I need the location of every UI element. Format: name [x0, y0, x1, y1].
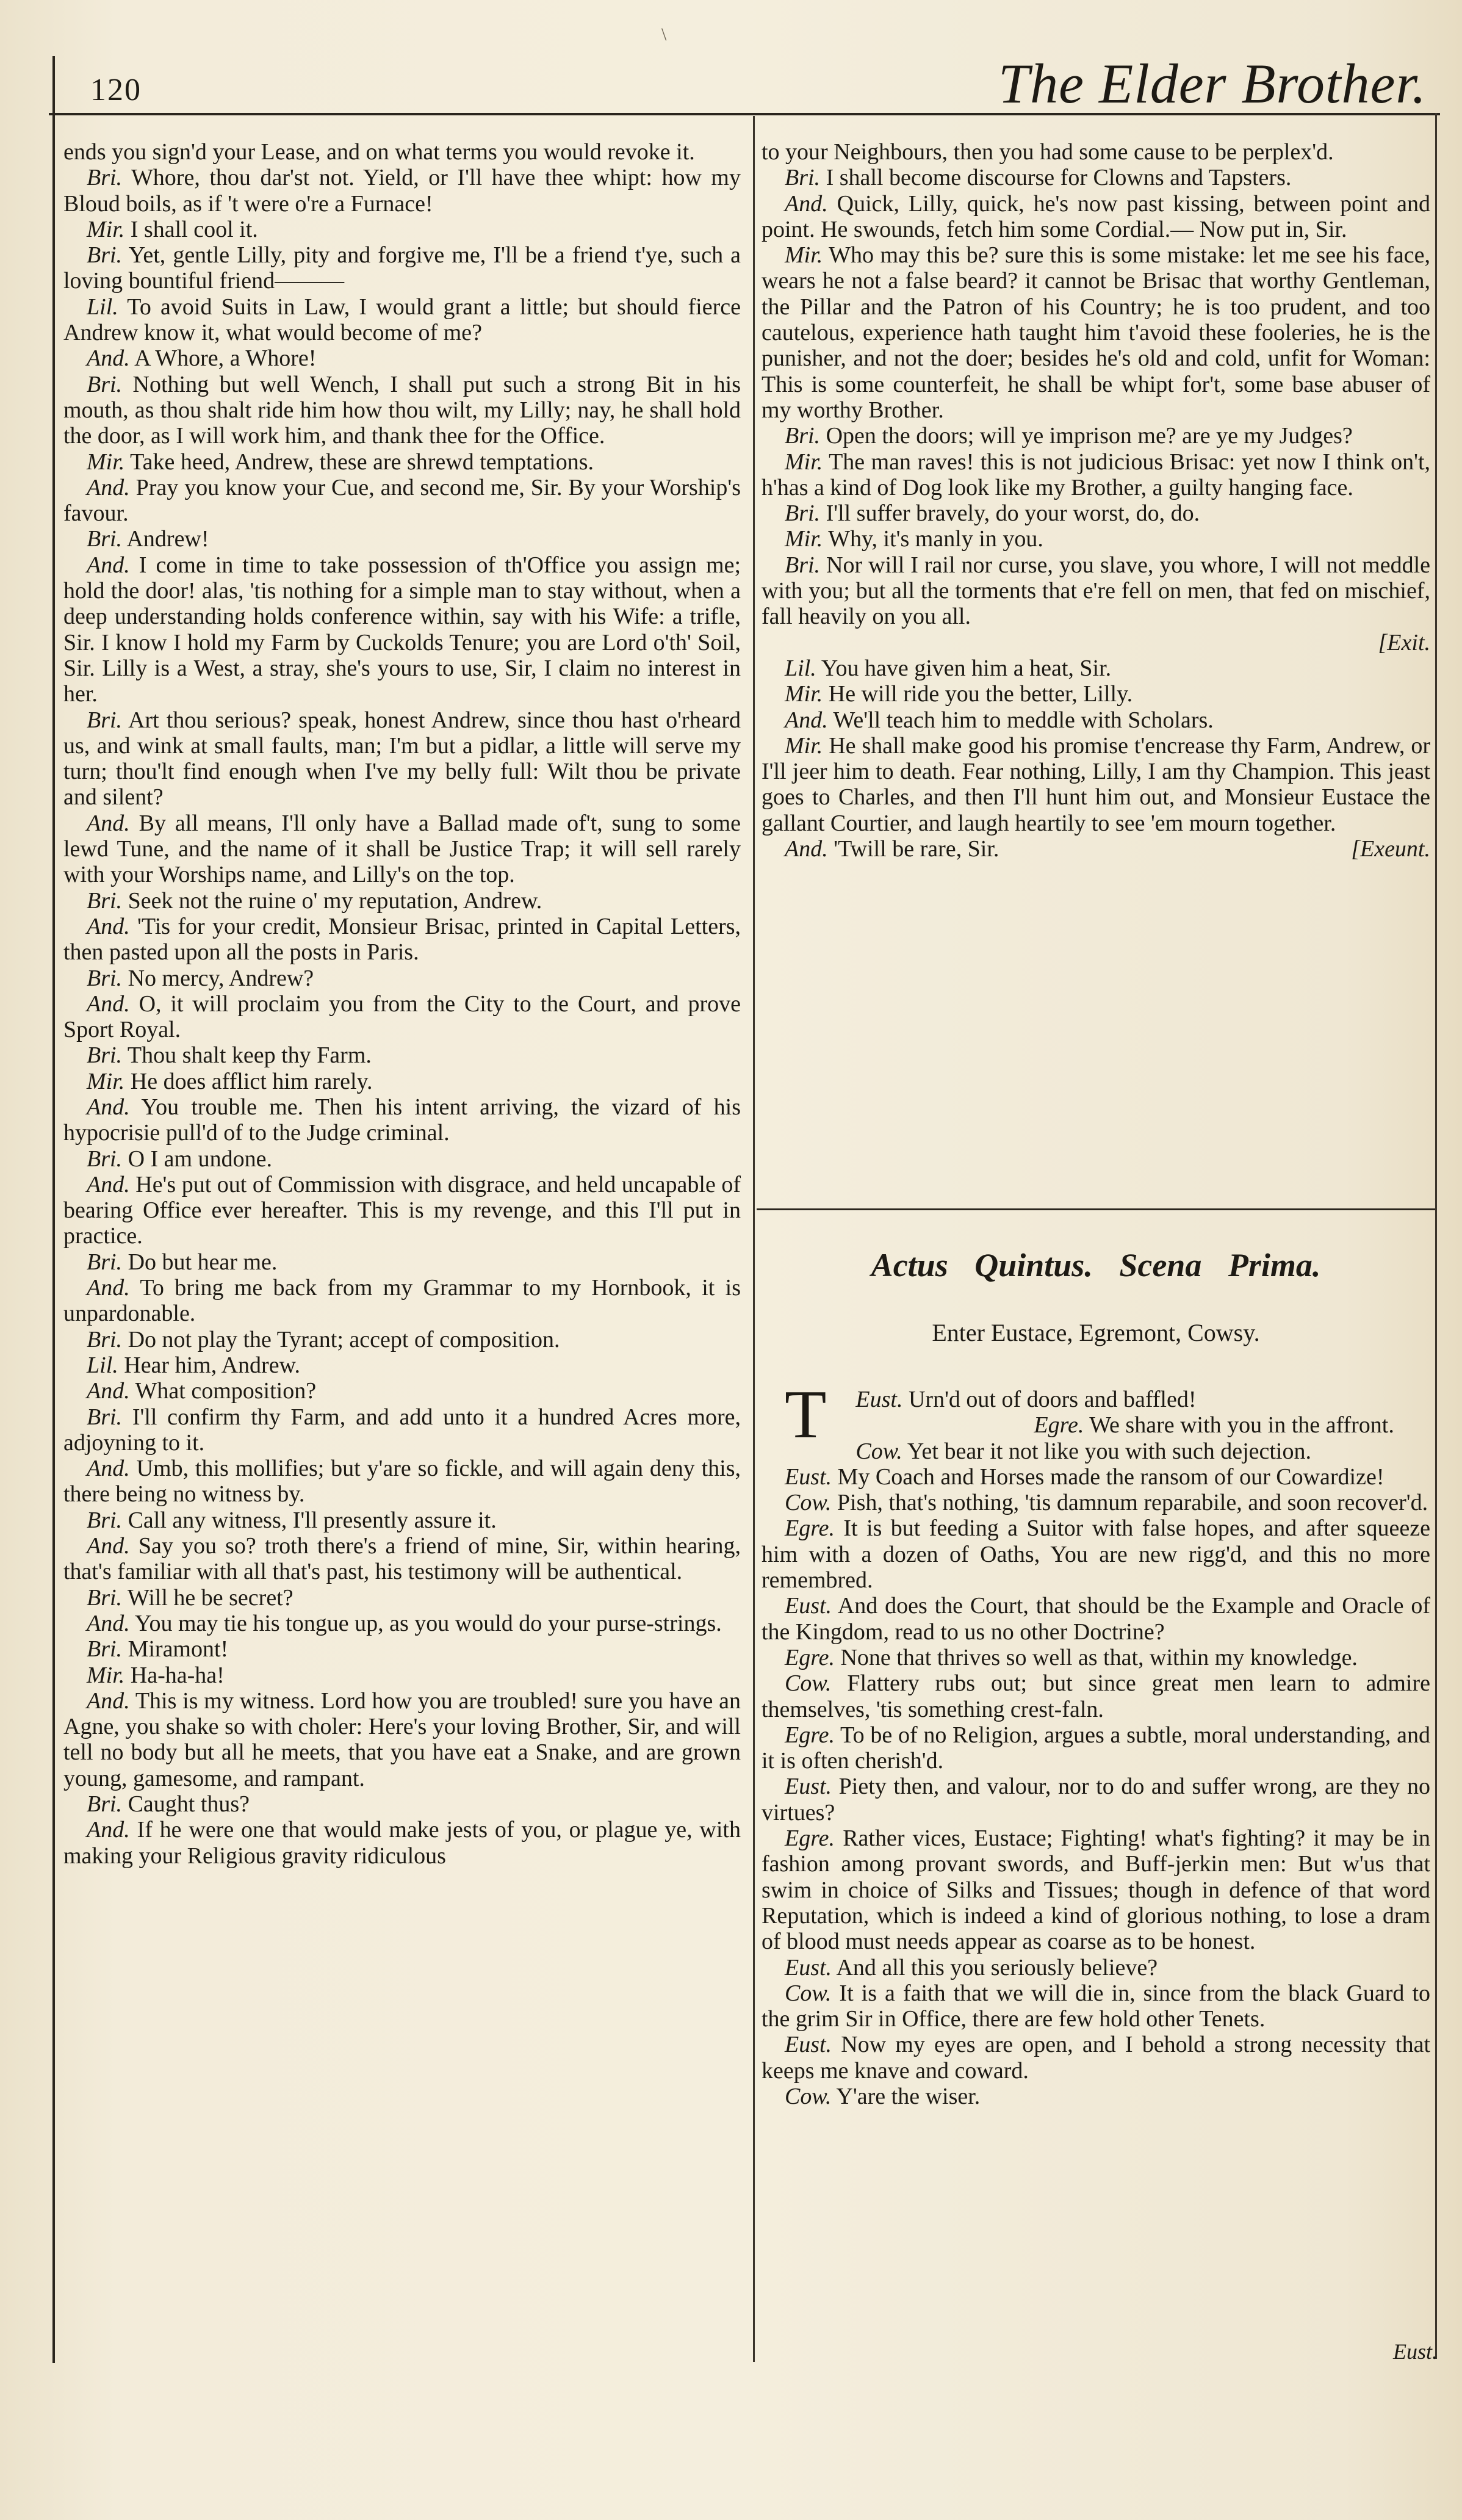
dialogue-line: [63, 1817, 741, 1869]
dialogue-line: [762, 191, 1430, 243]
dialogue-line: [762, 1825, 1430, 1954]
dialogue-line: [63, 165, 741, 217]
speaker-name: Egre.: [785, 1825, 835, 1852]
speaker-name: And.: [87, 1171, 130, 1197]
header-rule: [49, 113, 1440, 115]
dialogue-text: O I am undone.: [128, 1146, 272, 1172]
speaker-name: Cow.: [855, 1438, 902, 1464]
dialogue-line: [63, 991, 741, 1043]
dialogue-text: A Whore, a Whore!: [134, 345, 317, 372]
dialogue-line: [63, 526, 741, 552]
dialogue-line: [762, 2084, 1430, 2109]
dialogue-line: [762, 836, 1430, 862]
speaker-name: Bri.: [785, 552, 821, 578]
dialogue-line: [63, 1404, 741, 1456]
speaker-name: And.: [87, 474, 130, 500]
speaker-name: Mir.: [87, 216, 125, 242]
dialogue-line: [762, 1593, 1430, 1645]
speaker-name: Eust.: [785, 2032, 832, 2058]
dialogue-text: To bring me back from my Grammar to my Hornbook, it is unpardonable.: [63, 1275, 741, 1327]
speaker-name: And.: [87, 1817, 130, 1843]
dialogue-line: [63, 1663, 741, 1688]
dialogue-text: Whore, thou dar'st not. Yield, or I'll have thee whipt: how my Bloud boils, as if 't were o're a Furnace!: [63, 165, 741, 217]
dialogue-text: Seek not the ruine o' my reputation, Andrew.: [128, 887, 542, 914]
dialogue-text: He will ride you the better, Lilly.: [828, 681, 1133, 707]
dialogue-text: Nor will I rail nor curse, you slave, you whore, I will not meddle with you; but all the torments that e're fell on men, that fed on mischief, fall heavily on you all.: [762, 552, 1431, 630]
page-number: 120: [90, 73, 142, 107]
dialogue-text: It is a faith that we will die in, since from the black Guard to the grim Sir in Office, there are few hold other Tenets.: [762, 1980, 1431, 2032]
dialogue-line: [762, 1412, 1430, 1438]
dialogue-line: [63, 1378, 741, 1404]
speaker-name: Lil.: [785, 655, 816, 681]
speaker-name: Cow.: [785, 1980, 832, 2006]
speaker-name: Bri.: [785, 500, 821, 527]
speaker-name: Bri.: [87, 887, 123, 914]
speaker-name: Bri.: [87, 526, 123, 552]
dialogue-text: Why, it's manly in you.: [828, 526, 1043, 552]
dialogue-text: Quick, Lilly, quick, he's now past kissing, between point and point. He swounds, fetch him some Cordial.— Now put in, Sir.: [762, 190, 1431, 242]
dialogue-text: Pish, that's nothing, 'tis damnum reparabile, and soon recover'd.: [837, 1490, 1428, 1516]
dialogue-text: Thou shalt keep thy Farm.: [127, 1042, 372, 1069]
speaker-name: Lil.: [87, 294, 118, 320]
speaker-name: And.: [87, 1688, 130, 1714]
dialogue-line: [762, 139, 1430, 165]
dialogue-text: ends you sign'd your Lease, and on what terms you would revoke it.: [63, 139, 695, 165]
speaker-name: And.: [785, 707, 828, 733]
running-title: The Elder Brother.: [998, 52, 1427, 115]
dialogue-line: [762, 733, 1430, 836]
dialogue-line: [762, 1515, 1430, 1593]
dialogue-text: The man raves! this is not judicious Brisac: yet now I think on't, h'has a kind of Dog look like my Brother, a guilty hanging face.: [762, 449, 1430, 500]
speaker-name: Bri.: [87, 1584, 123, 1611]
dialogue-line: [63, 966, 741, 991]
dialogue-line: [63, 1688, 741, 1791]
dialogue-text: 'Twill be rare, Sir.: [834, 836, 999, 862]
speaker-name: Cow.: [785, 2084, 832, 2110]
dialogue-line: [63, 1507, 741, 1533]
dialogue-line: [762, 165, 1430, 190]
dialogue-text: Yet bear it not like you with such dejection.: [907, 1438, 1311, 1464]
dialogue-line: [762, 242, 1430, 423]
dialogue-text: Art thou serious? speak, honest Andrew, since thou hast o'rheard us, and wink at small faults, man; I'm but a pidlar, a little will serve my turn; thou'lt find enough when I've my belly full: Wilt thou be private and silent?: [63, 707, 741, 811]
speaker-name: Bri.: [87, 1326, 123, 1352]
column-divider: [753, 116, 755, 2362]
speaker-name: Bri.: [87, 371, 123, 397]
dialogue-line: [762, 500, 1430, 526]
speaker-name: Bri.: [87, 1042, 123, 1069]
speaker-name: Bri.: [785, 423, 821, 449]
dialogue-text: By all means, I'll only have a Ballad made of't, sung to some lewd Tune, and the name of it shall be Justice Trap; it will sell rarely with your Worships name, and Lilly's on the top.: [63, 810, 741, 888]
speaker-name: Cow.: [785, 1490, 832, 1516]
dialogue-line: [63, 1042, 741, 1068]
dialogue-text: Take heed, Andrew, these are shrewd temptations.: [130, 449, 594, 475]
dialogue-line: [63, 1172, 741, 1249]
speaker-name: And.: [785, 190, 828, 217]
dialogue-text: Urn'd out of doors and baffled!: [908, 1387, 1197, 1412]
right-column-top: [762, 139, 1430, 862]
dialogue-text: My Coach and Horses made the ransom of our Cowardize!: [837, 1464, 1385, 1490]
dialogue-line: [63, 1456, 741, 1507]
dialogue-text: 'Tis for your credit, Monsieur Brisac, printed in Capital Letters, then pasted upon all the posts in Paris.: [63, 913, 741, 966]
dialogue-line: [63, 1249, 741, 1275]
speaker-name: Bri.: [87, 707, 123, 733]
speaker-name: And.: [87, 810, 130, 836]
speaker-name: And.: [87, 1275, 130, 1301]
dialogue-text: What composition?: [135, 1378, 317, 1404]
speaker-name: And.: [87, 913, 130, 939]
speaker-name: Bri.: [87, 1249, 123, 1275]
speaker-name: Egre.: [785, 1644, 835, 1670]
dialogue-line: [63, 1327, 741, 1352]
edge-mark: \: [661, 24, 667, 45]
dialogue-line: [63, 552, 741, 707]
speaker-name: And.: [87, 345, 130, 372]
dialogue-line: [63, 449, 741, 475]
dialogue-line: [63, 139, 741, 165]
dialogue-text: You may tie his tongue up, as you would do your purse-strings.: [134, 1610, 722, 1636]
speaker-name: And.: [87, 1533, 130, 1559]
dialogue-text: Pray you know your Cue, and second me, Sir. By your Worship's favour.: [63, 474, 741, 527]
catchword: Eust.: [1392, 2339, 1438, 2364]
stage-direction-enter: Enter Eustace, Egremont, Cowsy.: [932, 1319, 1260, 1346]
dialogue-line: [762, 1645, 1430, 1670]
dialogue-text: Y'are the wiser.: [836, 2084, 981, 2110]
dialogue-line: [63, 372, 741, 449]
speaker-name: Bri.: [87, 1636, 123, 1663]
dialogue-line: [63, 888, 741, 914]
speaker-name: Bri.: [87, 1146, 123, 1172]
drop-cap: T: [785, 1377, 827, 1453]
dialogue-text: Do but hear me.: [128, 1249, 278, 1275]
dialogue-line: [63, 1275, 741, 1327]
dialogue-line: [63, 242, 741, 294]
speaker-name: Bri.: [87, 1507, 123, 1533]
stage-direction-exit: [Exeunt.: [1351, 836, 1430, 862]
dialogue-line: [762, 1490, 1430, 1515]
dialogue-line: [762, 1955, 1430, 1980]
dialogue-text: No mercy, Andrew?: [128, 965, 314, 991]
speaker-name: Lil.: [87, 1352, 118, 1378]
dialogue-text: You have given him a heat, Sir.: [821, 655, 1112, 681]
dialogue-text: I'll suffer bravely, do your worst, do, do.: [826, 500, 1200, 527]
frame-right-rule: [1435, 113, 1437, 2359]
speaker-name: Eust.: [785, 1954, 832, 1980]
dialogue-text: Miramont!: [128, 1636, 229, 1663]
speaker-name: Bri.: [87, 965, 123, 991]
speaker-name: Eust.: [785, 1464, 832, 1490]
dialogue-text: I come in time to take possession of th'Office you assign me; hold the door! alas, 'tis nothing for a simple man to stay without, when a deep understanding holds conference within, say with his Wife: a trifle, Sir. I know I hold my Farm by Cuckolds Tenure; you are Lord o'th' Soil, Sir. Lilly is a West, a stray, she's yours to use, Sir, I claim no interest in her.: [63, 552, 741, 707]
dialogue-text: We share with you in the affront.: [1089, 1412, 1394, 1439]
dialogue-text: To be of no Religion, argues a subtle, moral understanding, and it is often cherish'd.: [762, 1722, 1430, 1774]
dialogue-text: And all this you seriously believe?: [836, 1954, 1158, 1980]
dialogue-text: Yet, gentle Lilly, pity and forgive me, I'll be a friend t'ye, such a loving bountiful friend———: [63, 242, 741, 294]
dialogue-line: [762, 655, 1430, 681]
dialogue-text: Ha-ha-ha!: [130, 1662, 225, 1688]
dialogue-line: [762, 526, 1430, 552]
speaker-name: Eust.: [785, 1593, 832, 1619]
dialogue-text: I'll confirm thy Farm, and add unto it a hundred Acres more, adjoyning to it.: [63, 1404, 741, 1456]
dialogue-text: Nothing but well Wench, I shall put such a strong Bit in his mouth, as thou shalt ride him how thou wilt, my Lilly; nay, he shall hold the door, as I will work him, and thank thee for the Office.: [63, 371, 741, 449]
dialogue-line: [762, 449, 1430, 501]
stage-direction-exit: [Exit.: [1378, 629, 1430, 655]
frame-left-rule: [52, 56, 55, 2363]
page-header: [54, 48, 1439, 115]
dialogue-line: [63, 707, 741, 811]
speaker-name: Mir.: [785, 449, 823, 475]
dialogue-line: [63, 811, 741, 888]
left-column: [63, 139, 741, 1869]
dialogue-text: Umb, this mollifies; but y'are so fickle, and will again deny this, there being no witness by.: [63, 1456, 741, 1507]
speaker-name: And.: [87, 552, 130, 578]
speaker-name: Egre.: [785, 1515, 835, 1542]
dialogue-text: He shall make good his promise t'encrease thy Farm, Andrew, or I'll jeer him to death. Fear nothing, Lilly, I am thy Champion. This jeast goes to Charles, and then I'll hunt him out, and Monsieur Eustace the gallant Courtier, and laugh heartily to see 'em mourn together.: [762, 732, 1430, 836]
dialogue-line: [63, 1094, 741, 1146]
dialogue-text: This is my witness. Lord how you are troubled! sure you have an Agne, you shake so with choler: Here's your loving Brother, Sir, and will tell no body but all he meets, that you have eat a Snake, and are grown young, gamesome, and rampant.: [63, 1688, 741, 1791]
dialogue-text: I shall become discourse for Clowns and Tapsters.: [826, 165, 1292, 191]
speaker-name: And.: [785, 836, 828, 862]
dialogue-line: [762, 1980, 1430, 2032]
dialogue-text: O, it will proclaim you from the City to the Court, and prove Sport Royal.: [63, 991, 741, 1043]
dialogue-text: If he were one that would make jests of you, or plague ye, with making your Religious gravity ridiculous: [63, 1817, 741, 1869]
dialogue-line: [762, 681, 1430, 707]
speaker-name: Mir.: [87, 1662, 125, 1688]
speaker-name: Egre.: [785, 1722, 835, 1748]
dialogue-text: Piety then, and valour, nor to do and suffer wrong, are they no virtues?: [762, 1774, 1431, 1825]
dialogue-text: Call any witness, I'll presently assure it.: [128, 1507, 497, 1533]
dialogue-text: Caught thus?: [128, 1791, 250, 1817]
dialogue-line: [63, 294, 741, 346]
dialogue-text: You trouble me. Then his intent arriving, the vizard of his hypocrisie pull'd of to the Judge criminal.: [63, 1094, 741, 1146]
dialogue-text: We'll teach him to meddle with Scholars.: [833, 707, 1214, 733]
dialogue-line: [63, 475, 741, 527]
dialogue-line: [63, 1791, 741, 1817]
dialogue-line: [63, 1636, 741, 1662]
dialogue-text: I shall cool it.: [130, 216, 258, 242]
dialogue-line: [63, 1533, 741, 1585]
dialogue-text: Say you so? troth there's a friend of mine, Sir, within hearing, that's familiar with all that's past, his testimony will be authentical.: [63, 1533, 741, 1585]
dialogue-text: Will he be secret?: [127, 1584, 293, 1611]
dialogue-line: [762, 2032, 1430, 2084]
dialogue-line: [63, 1585, 741, 1611]
dialogue-line: [762, 1774, 1430, 1825]
speaker-name: Egre.: [1034, 1412, 1084, 1439]
dialogue-text: Rather vices, Eustace; Fighting! what's fighting? it may be in fashion among provant swords, and Buff-jerkin men: But w'us that swim in choice of Silks and Tissues; though in defence of that word Reputation, which is indeed a kind of glorious nothing, to lose a dram of blood must needs appear as coarse as to be honest.: [762, 1825, 1430, 1955]
dialogue-text: To avoid Suits in Law, I would grant a little; but should fierce Andrew know it, what would become of me?: [63, 294, 741, 346]
speaker-name: Bri.: [87, 242, 123, 269]
dialogue-text: He's put out of Commission with disgrace, and held uncapable of bearing Office ever hereafter. This is my revenge, and this I'll put in practice.: [63, 1171, 741, 1249]
speaker-name: Mir.: [785, 242, 823, 269]
speaker-name: Mir.: [785, 681, 823, 707]
dialogue-line: [762, 707, 1430, 733]
dialogue-text: And does the Court, that should be the Example and Oracle of the Kingdom, read to us no other Doctrine?: [762, 1593, 1431, 1645]
dialogue-text: Now my eyes are open, and I behold a strong necessity that keeps me knave and coward.: [762, 2032, 1430, 2084]
dialogue-text: Open the doors; will ye imprison me? are ye my Judges?: [826, 423, 1353, 449]
speaker-name: Cow.: [785, 1670, 832, 1697]
speaker-name: And.: [87, 1456, 130, 1482]
speaker-name: Bri.: [785, 165, 821, 191]
dialogue-line: [63, 1352, 741, 1378]
right-column-bottom: [762, 1377, 1431, 2110]
dialogue-text: Andrew!: [126, 526, 209, 552]
dialogue-line: [63, 914, 741, 966]
speaker-name: Bri.: [87, 1404, 123, 1430]
speaker-name: Mir.: [785, 732, 823, 759]
dialogue-line: [762, 1722, 1430, 1774]
dialogue-line: [63, 345, 741, 371]
dialogue-line: [762, 1670, 1430, 1722]
dialogue-text: Do not play the Tyrant; accept of composition.: [128, 1326, 560, 1352]
speaker-name: Mir.: [785, 526, 823, 552]
dialogue-line: [762, 423, 1430, 449]
speaker-name: Bri.: [87, 1791, 123, 1817]
scene-title: Actus Quintus. Scena Prima.: [871, 1247, 1321, 1283]
dialogue-line: [63, 217, 741, 242]
speaker-name: Bri.: [87, 165, 123, 191]
scene-divider-rule: [757, 1208, 1435, 1210]
speaker-name: And.: [87, 991, 130, 1017]
dialogue-text: Who may this be? sure this is some mistake: let me see his face, wears he not a false beard? it cannot be Brisac that worthy Gentleman, the Pillar and the Patron of his Country; he is too prudent, and too cautelous, experience hath taught him t'avoid these fooleries, he is the punisher, and not the doer; besides he's old and cold, unfit for Woman: This is some counterfeit, he shall be whipt for't, some base abuser of my worthy Brother.: [762, 242, 1430, 423]
dialogue-line: [762, 1464, 1430, 1490]
dialogue-text: He does afflict him rarely.: [130, 1068, 373, 1094]
dialogue-text: to your Neighbours, then you had some cause to be perplex'd.: [762, 139, 1334, 165]
dialogue-line: [63, 1611, 741, 1636]
dialogue-text: None that thrives so well as that, within my knowledge.: [840, 1644, 1358, 1670]
dialogue-text: It is but feeding a Suitor with false hopes, and after squeeze him with a dozen of Oaths, You are new rigg'd, and this no more remembred.: [762, 1515, 1430, 1594]
speaker-name: Eust.: [785, 1774, 832, 1800]
dialogue-text: Flattery rubs out; but since great men learn to admire themselves, 'tis something crest-faln.: [762, 1670, 1431, 1722]
dialogue-line: [63, 1069, 741, 1094]
speaker-name: And.: [87, 1610, 130, 1636]
speaker-name: And.: [87, 1094, 130, 1120]
speaker-name: Mir.: [87, 1068, 125, 1094]
dialogue-line: [63, 1146, 741, 1172]
speaker-name: Mir.: [87, 449, 125, 475]
dialogue-line: [762, 552, 1430, 630]
dialogue-line: [762, 1439, 1430, 1464]
speaker-name: Eust.: [855, 1387, 903, 1412]
dialogue-text: Hear him, Andrew.: [124, 1352, 301, 1378]
speaker-name: And.: [87, 1378, 130, 1404]
